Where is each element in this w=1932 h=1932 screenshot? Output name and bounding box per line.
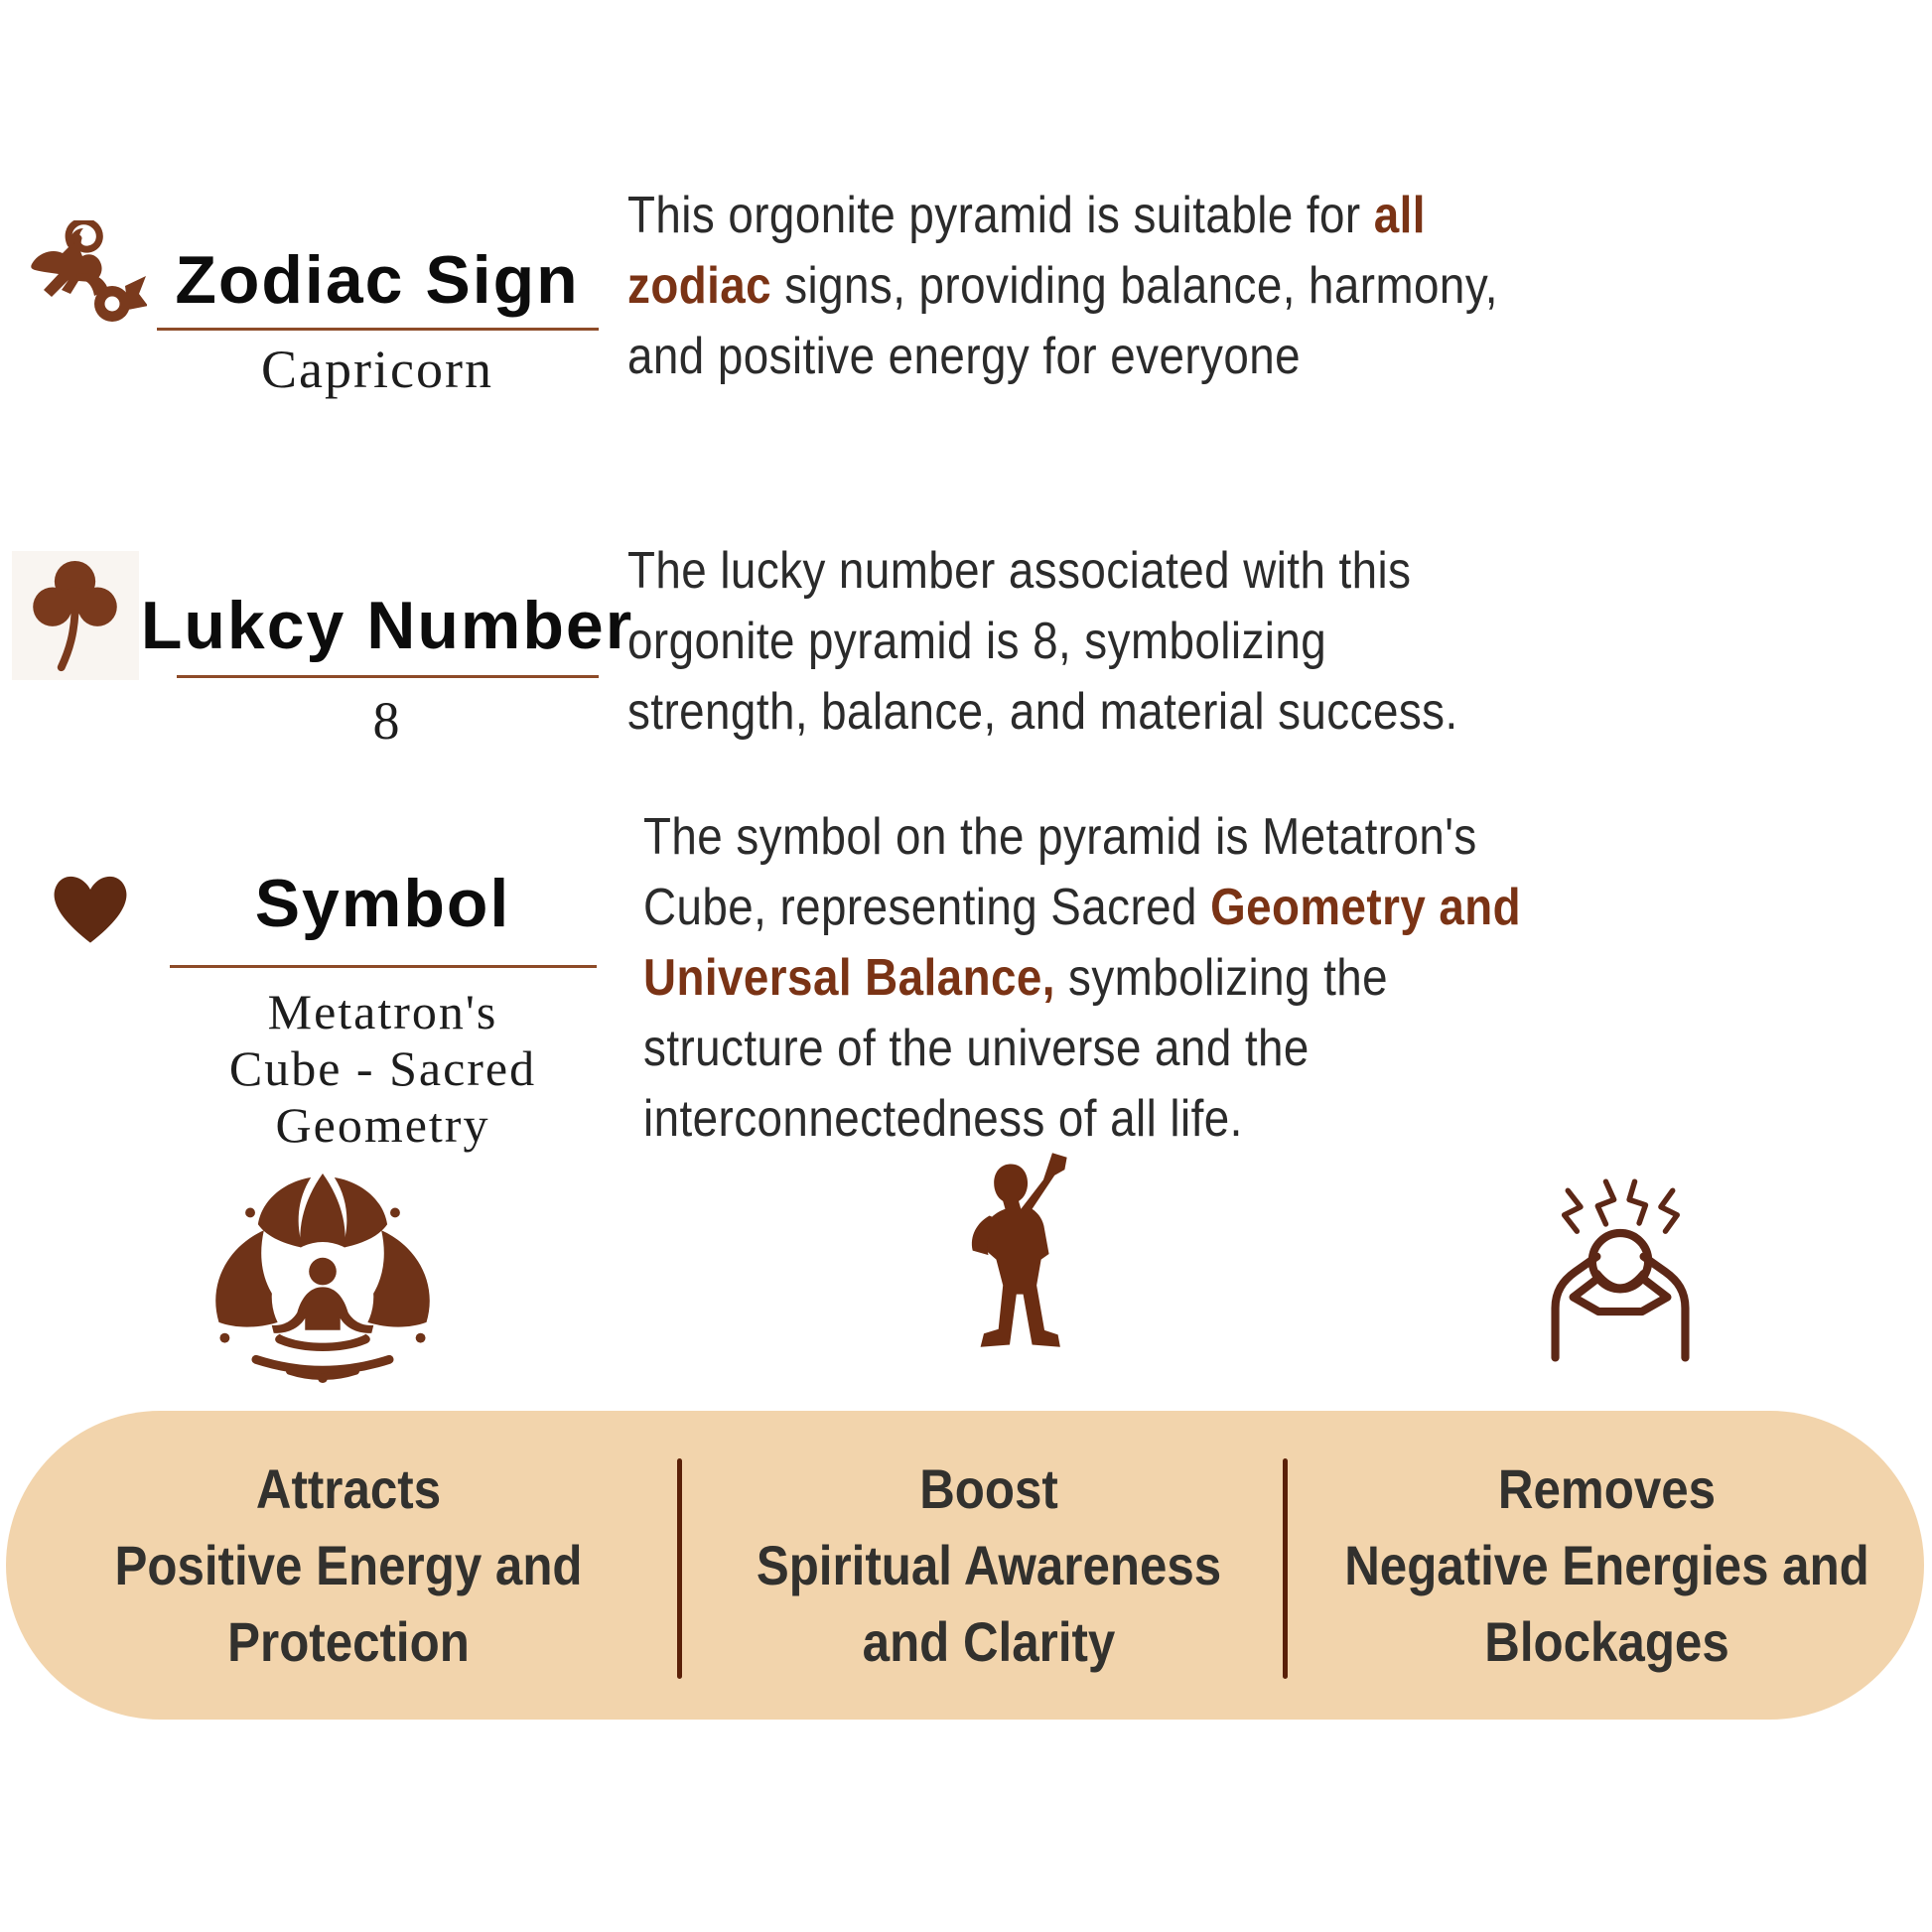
capricorn-icon — [18, 220, 147, 338]
benefit-removes: Removes Negative Energies and Blockages — [1344, 1457, 1869, 1673]
spec-title-zodiac: Zodiac Sign — [175, 242, 580, 318]
superhero-icon — [958, 1140, 1087, 1386]
zodiac-description: This orgonite pyramid is suitable for all zodiac signs, providing balance, harmony, and positive energy for everyone — [627, 187, 1498, 385]
spec-zodiac-heading — [139, 242, 616, 400]
spec-symbol-heading — [147, 866, 619, 1154]
benefit-attracts: Attracts Positive Energy and Protection — [114, 1457, 583, 1673]
heart-icon — [44, 862, 137, 949]
bar-divider — [677, 1458, 682, 1679]
title-underline — [157, 328, 599, 331]
symbol-description: The symbol on the pyramid is Metatron's Cube, representing Sacred Geometry and Universal Balance, symbolizing the structure of the universe and the interconnectedness of all life. — [643, 808, 1522, 1148]
bar-divider — [1283, 1458, 1288, 1679]
title-underline — [170, 965, 597, 968]
benefits-bar — [6, 1411, 1924, 1720]
spec-value-zodiac: Capricorn — [261, 340, 493, 399]
spec-value-symbol: Metatron's Cube - Sacred Geometry — [228, 984, 537, 1153]
benefit-boost: Boost Spiritual Awareness and Clarity — [756, 1457, 1222, 1673]
lucky-number-description: The lucky number associated with this orgonite pyramid is 8, symbolizing strength, balance, and material success. — [627, 542, 1458, 741]
lotus-meditation-icon — [204, 1173, 442, 1384]
title-underline — [177, 675, 599, 678]
spec-value-lucky: 8 — [372, 691, 402, 751]
spec-title-symbol: Symbol — [254, 866, 511, 941]
stressed-person-icon — [1521, 1160, 1720, 1376]
spec-lucky-heading — [104, 588, 670, 752]
spec-title-lucky: Lukcy Number — [140, 588, 634, 663]
